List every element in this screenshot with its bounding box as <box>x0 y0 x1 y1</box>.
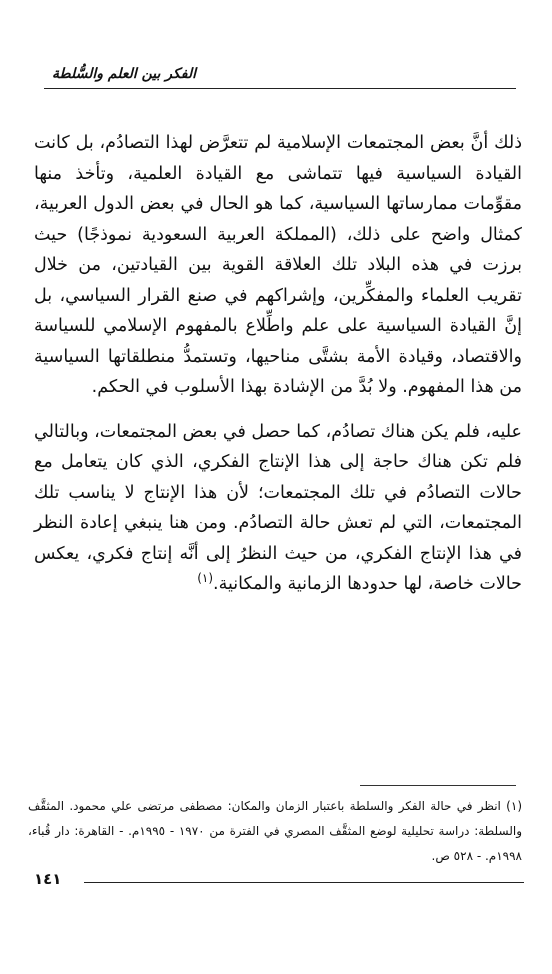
main-text <box>34 128 522 600</box>
footnote-1: (١) انظر في حالة الفكر والسلطة باعتبار الزمان والمكان: مصطفى مرتضى علي محمود. المثقَّف والسلطة: دراسة تحليلية لوضع المثقَّف المصري في الفترة من ١٩٧٠ - ١٩٩٥م. - القاهرة: دار قُباء، ١٩٩٨م. - ٥٢٨ ص. <box>28 799 522 863</box>
running-head-title: الفكر بين العلم والسُّلطة <box>52 66 196 82</box>
footnote-separator <box>360 785 516 786</box>
paragraph-1: ذلك أنَّ بعض المجتمعات الإسلامية لم تتعرَّض لهذا التصادُم، بل كانت القيادة السياسية فيها تتماشى مع القيادة العلمية، وتأخذ منها مقوِّمات ممارساتها السياسية، كما هو الحال في بعض الدول العربية، كمثال واضح على ذلك، (المملكة العربية السعودية نموذجًا) حيث برزت في هذه البلاد تلك العلاقة القوية بين القيادتين، من خلال تقريب العلماء والمفكِّرين، وإشراكهم في صنع القرار السياسي، بل إنَّ القيادة السياسية على علم واطِّلاع بالمفهوم الإسلامي للسياسة والاقتصاد، وقيادة الأمة بشتَّى مناحيها، وتستمدُّ منطلقاتها السياسية من هذا المفهوم. ولا بُدَّ من الإشادة بهذا الأسلوب في الحكم. <box>34 133 522 397</box>
page-footer <box>34 870 524 894</box>
header-rule <box>44 88 516 89</box>
footer-rule <box>84 882 524 883</box>
page-number: ١٤١ <box>34 870 62 888</box>
footnote-reference: (١) <box>197 571 214 586</box>
footnotes <box>28 794 522 869</box>
paragraph-2 <box>34 417 522 600</box>
paragraph-2-text: عليه، فلم يكن هناك تصادُم، كما حصل في بعض المجتمعات، وبالتالي فلم تكن هناك حاجة إلى هذا الإنتاج الفكري، الذي كان يتعامل مع حالات التصادُم في تلك المجتمعات؛ لأن هذا الإنتاج لا يناسب تلك المجتمعات، التي لم تعش حالة التصادُم. ومن هنا ينبغي إعادة النظر في هذا الإنتاج الفكري، من حيث النظرُ إلى أنَّه إنتاج فكري، يعكس حالات خاصة، لها حدودها الزمانية والمكانية. <box>34 421 522 594</box>
